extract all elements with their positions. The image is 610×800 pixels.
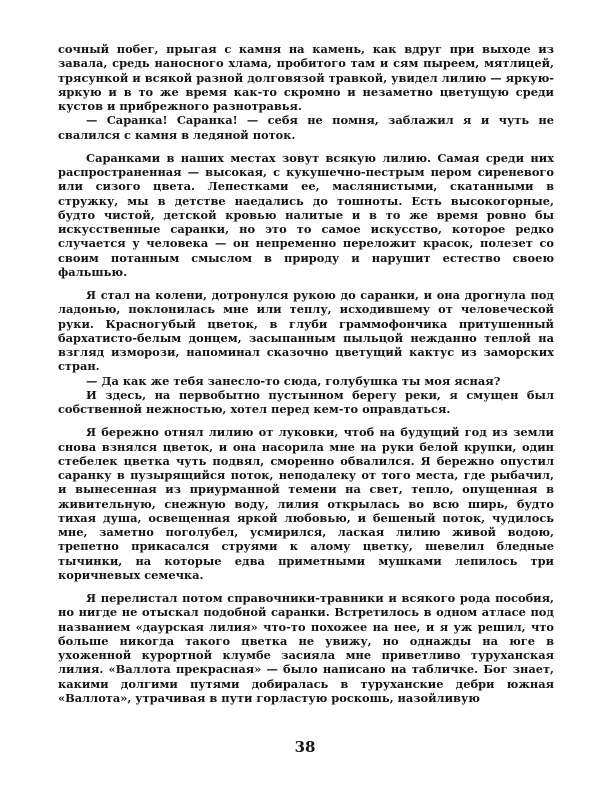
page-body	[58, 42, 554, 705]
page-number: 38	[294, 738, 316, 756]
paragraph-1: сочный побег, прыгая с камня на камень, как вдруг при выходе из завала, средь наносного хлама, пробитого там и сям пыреем, мятлицей, трясункой и всякой разной долговязой травкой, увидел лилию — яркую-яркую и в то же время как-то скромно и незаметно цветущую среди кустов и прибрежного разнотравья.	[58, 42, 554, 113]
paragraph-7: Я бережно отнял лилию от луковки, чтоб на будущий год из земли снова взнялся цветок, и она насорила мне на руки белой крупки, один стебелек цветка чуть подвял, сморенно обвалился. Я бережно опустил саранку в пузырящийся поток, неподалеку от того места, где рыбачил, и вынесенная из приурманной темени на свет, тепло, опущенная в живительную, снежную воду, лилия открылась во всю ширь, будто тихая душа, освещенная яркой любовью, и бешеный поток, чудилось мне, заметно поголубел, усмирился, лаская лилию живой водою, трепетно прикасался струями к алому цветку, шевелил бледные тычинки, на которые едва приметными мушками лепилось три коричневых семечка.	[58, 425, 554, 582]
paragraph-6: И здесь, на первобытно пустынном берегу реки, я смущен был собственной нежностью, хотел перед кем-то оправдаться.	[58, 387, 554, 416]
paragraph-4: Я стал на колени, дотронулся рукою до саранки, и она дрогнула под ладонью, поклонилась мне или теплу, исходившему от человеческой руки. Красногубый цветок, в глуби граммофончика притушенный бархатисто-белым донцем, засыпанным пыльцой нежданно теплой на взгляд изморози, напоминал сказочно цветущий кактус из заморских стран.	[58, 288, 554, 374]
paragraph-2: — Саранка! Саранка! — себя не помня, заблажил я и чуть не свалился с камня в ледяной поток.	[58, 113, 554, 142]
paragraph-8: Я перелистал потом справочники-травники и всякого рода пособия, но нигде не отыскал подобной саранки. Встретилось в одном атласе под названием «даурская лилия» что-то похожее на нее, и я уж решил, что больше никогда такого цветка не увижу, но однажды на юге в ухоженной курортной клумбе засияла мне приветливо туруханская лилия. «Валлота прекрасная» — было написано на табличке. Бог знает, какими долгими путями добиралась в туруханские дебри южная «Валлота», утрачивая в пути горластую роскошь, назойливую	[58, 591, 554, 705]
paragraph-5: — Да как же тебя занесло-то сюда, голубушка ты моя ясная?	[86, 373, 501, 388]
paragraph-3: Саранками в наших местах зовут всякую лилию. Самая среди них распространенная — высокая, с кукушечно-пестрым пером сиреневого или сизого цвета. Лепестками ее, маслянистыми, скатанными в стружку, мы в детстве наедались до тошноты. Есть высокогорные, будто чистой, детской кровью налитые и в то же время ровно бы искусственные саранки, но это то самое искусство, которое редко случается у человека — он непременно переложит красок, полезет со своим потанным смыслом в природу и нарушит естество своею фальшью.	[58, 150, 554, 279]
